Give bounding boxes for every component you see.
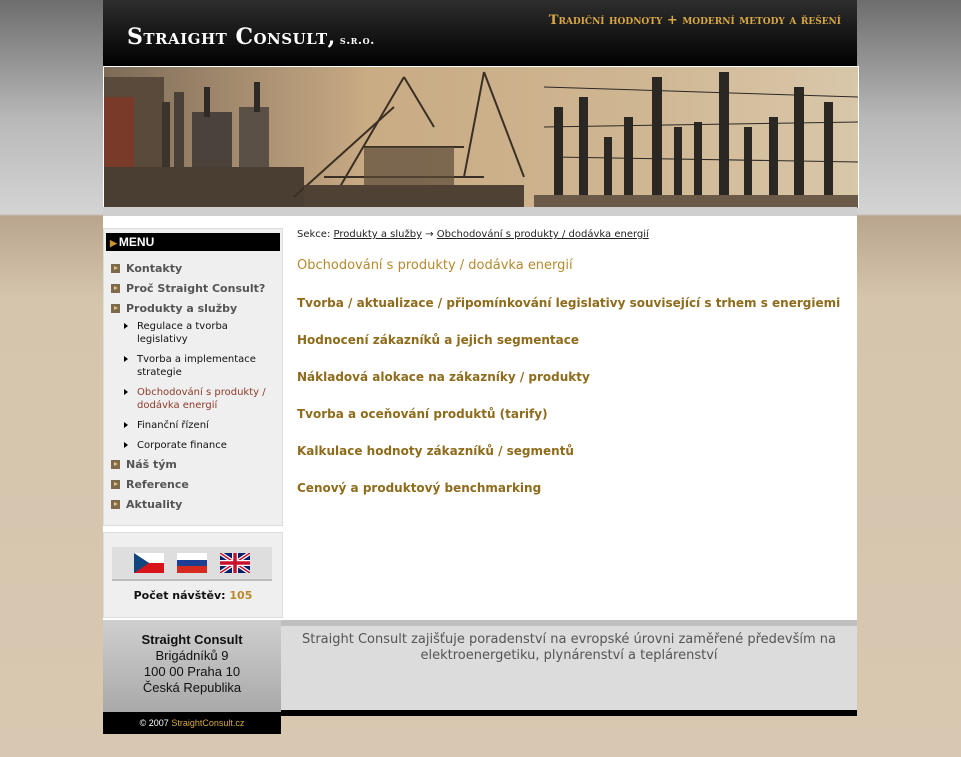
- submenu-bullet-icon: [124, 389, 128, 395]
- sidebar-subitem-regulace[interactable]: [124, 320, 274, 346]
- service-link[interactable]: Hodnocení zákazníků a jejich segmentace: [297, 333, 579, 347]
- address-city: 100 00 Praha 10: [143, 664, 241, 679]
- sidebar-item-label: Proč Straight Consult?: [126, 282, 266, 295]
- sidebar-item-nas-tym[interactable]: [111, 458, 177, 471]
- breadcrumb: [297, 229, 649, 240]
- address-country: Česká Republika: [142, 680, 242, 695]
- breadcrumb-link-obchodovani[interactable]: Obchodování s produkty / dodávka energií: [436, 229, 649, 240]
- submenu-bullet-icon: [124, 323, 128, 329]
- copyright-prefix: © 2007: [139, 718, 169, 728]
- copyright-link[interactable]: StraightConsult.cz: [171, 718, 245, 728]
- sidebar-item-proc-straight-consult[interactable]: [111, 282, 265, 295]
- uk-flag-icon[interactable]: [220, 553, 250, 573]
- page: [103, 0, 857, 757]
- footer-description-text: Straight Consult zajišťuje poradenství na evropské úrovni zaměřené především na elektroenergetiku, plynárenství a teplárenství: [301, 632, 836, 663]
- czech-flag-icon[interactable]: [134, 553, 164, 573]
- submenu-bullet-icon: [124, 356, 128, 362]
- sidebar-item-kontakty[interactable]: [111, 262, 182, 275]
- visit-counter: [104, 589, 282, 602]
- language-flags: [112, 547, 272, 581]
- sidebar-subitem-label: Finanční řízení: [137, 420, 209, 431]
- breadcrumb-arrow-icon: →: [425, 229, 434, 240]
- menu-bullet-icon: [111, 500, 120, 509]
- breadcrumb-link-produkty[interactable]: Produkty a služby: [333, 229, 423, 240]
- visit-counter-value: 105: [229, 589, 253, 602]
- menu-bullet-icon: [111, 480, 120, 489]
- sidebar-item-label: Reference: [126, 478, 189, 491]
- banner-divider: [103, 207, 857, 216]
- service-link[interactable]: Tvorba / aktualizace / připomínkování legislativy související s trhem s energiemi: [297, 296, 841, 310]
- submenu-bullet-icon: [124, 442, 128, 448]
- sidebar-subitem-obchodovani[interactable]: [124, 386, 274, 412]
- visit-counter-label: Počet návštěv:: [133, 589, 226, 602]
- sidebar-item-label: Produkty a služby: [126, 302, 238, 315]
- sidebar-subitem-financni-rizeni[interactable]: [124, 419, 274, 432]
- submenu-bullet-icon: [124, 422, 128, 428]
- sidebar-subitem-label: Obchodování s produkty / dodávka energií: [137, 387, 266, 411]
- menu-bullet-icon: [111, 460, 120, 469]
- logo-text: Straight Consult,: [127, 24, 336, 50]
- sidebar-item-label: Aktuality: [126, 498, 183, 511]
- sidebar-item-label: Náš tým: [126, 458, 177, 471]
- menu-arrow-icon: ▶: [110, 238, 117, 248]
- header-banner-image: [103, 66, 859, 208]
- russian-flag-icon[interactable]: [177, 553, 207, 573]
- sidebar-item-label: Kontakty: [126, 262, 183, 275]
- logo-suffix: s.r.o.: [339, 33, 375, 47]
- address-street: Brigádníků 9: [155, 648, 229, 663]
- sidebar-subitem-label: Regulace a tvorba legislativy: [137, 321, 228, 345]
- site-logo[interactable]: [127, 24, 375, 50]
- company-address: [103, 620, 281, 712]
- menu-title: [106, 233, 280, 251]
- menu-title-label: MENU: [118, 235, 155, 249]
- menu-bullet-icon: [111, 304, 120, 313]
- language-box: [103, 532, 283, 618]
- service-link[interactable]: Nákladová alokace na zákazníky / produkty: [297, 370, 590, 384]
- menu-bullet-icon: [111, 284, 120, 293]
- sidebar-item-produkty-a-sluzby[interactable]: [111, 302, 237, 315]
- menu-bullet-icon: [111, 264, 120, 273]
- copyright: [103, 712, 281, 734]
- service-link[interactable]: Cenový a produktový benchmarking: [297, 481, 542, 495]
- industrial-banner-illustration: [104, 67, 858, 208]
- address-company: Straight Consult: [141, 632, 243, 647]
- sidebar-subitem-corporate-finance[interactable]: [124, 439, 274, 452]
- footer-description: [281, 626, 857, 710]
- sidebar-subitem-label: Tvorba a implementace strategie: [137, 354, 256, 378]
- sidebar-subitem-strategie[interactable]: [124, 353, 274, 379]
- footer-bottom-bar: [281, 710, 857, 716]
- header: [103, 0, 857, 66]
- page-title: Obchodování s produkty / dodávka energií: [297, 258, 573, 273]
- tagline: Tradiční hodnoty + moderní metody a řešení: [548, 13, 841, 28]
- service-link[interactable]: Kalkulace hodnoty zákazníků / segmentů: [297, 444, 574, 458]
- sidebar-item-reference[interactable]: [111, 478, 189, 491]
- sidebar-menu: [103, 228, 283, 526]
- service-link[interactable]: Tvorba a oceňování produktů (tarify): [297, 407, 548, 421]
- breadcrumb-prefix: Sekce:: [297, 229, 331, 240]
- sidebar-subitem-label: Corporate finance: [137, 440, 227, 451]
- sidebar-item-aktuality[interactable]: [111, 498, 182, 511]
